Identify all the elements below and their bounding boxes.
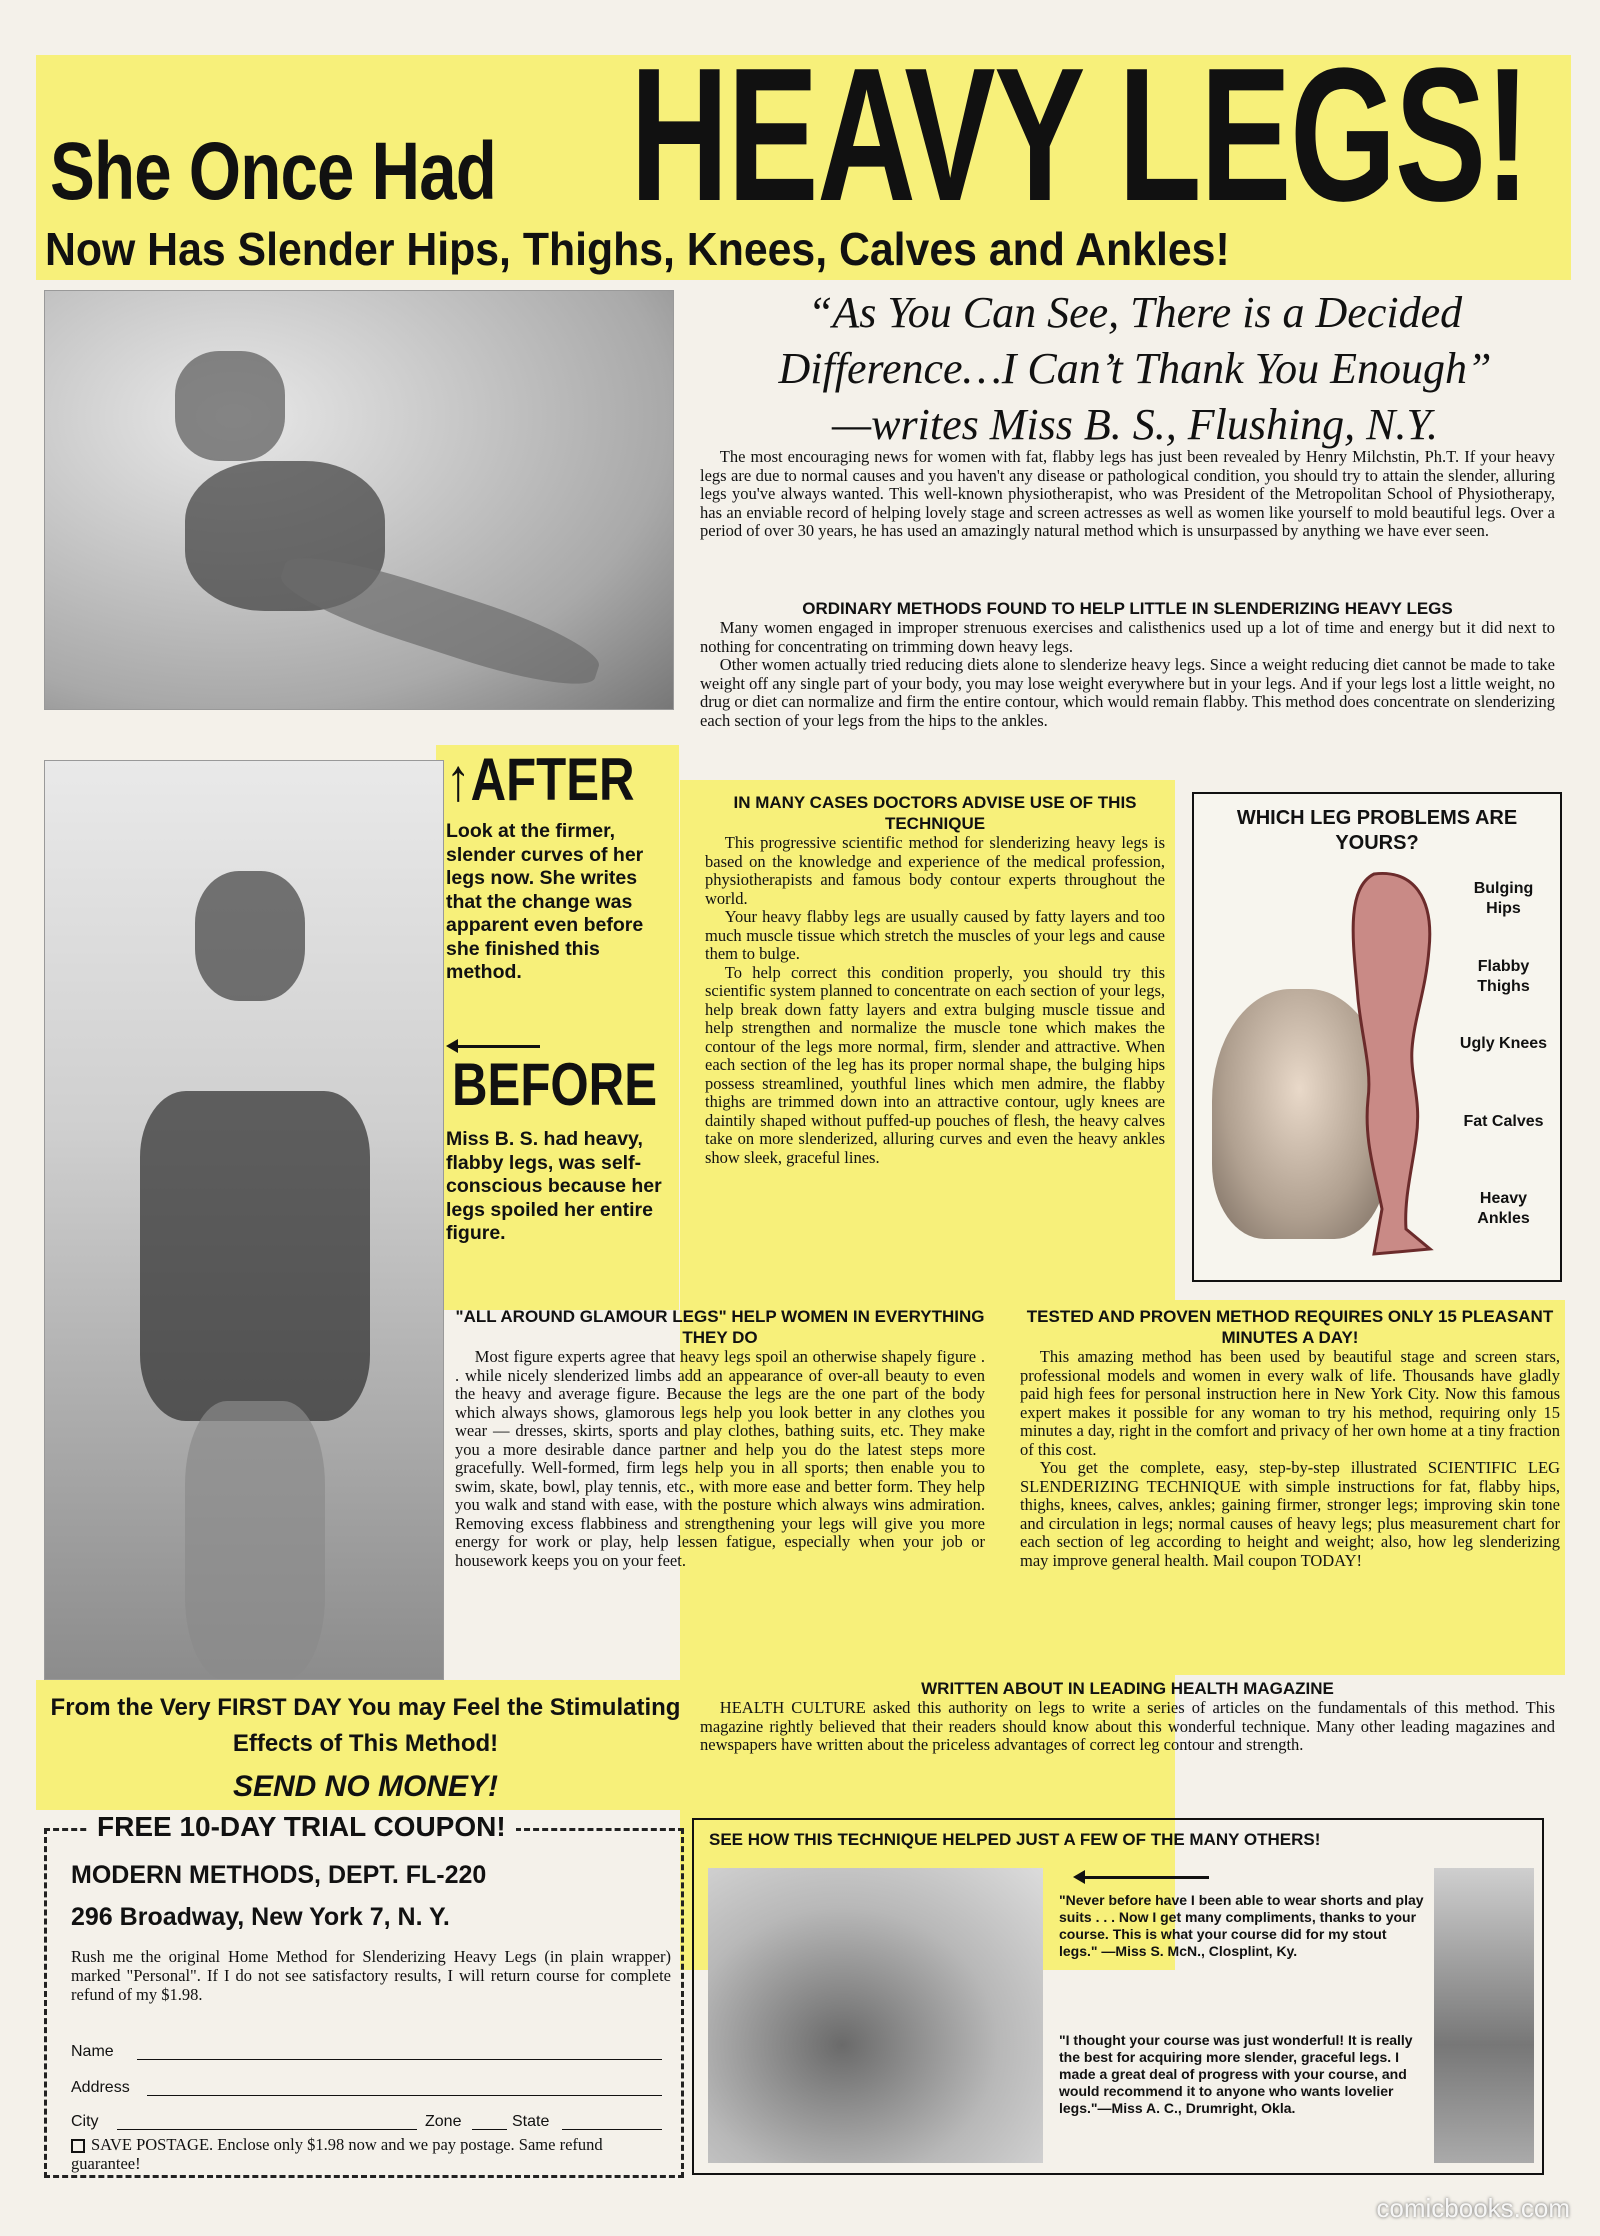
headline-lead: She Once Had <box>50 126 497 217</box>
tested-method-section <box>1020 1306 1560 1570</box>
glamour-legs-section <box>455 1306 985 1570</box>
doctors-p2: Your heavy flabby legs are usually caused by fatty layers and too much muscle tissue which stretch the muscles of your legs and cause them to bulge. <box>705 907 1165 963</box>
before-photo-head <box>195 871 305 1001</box>
left-arrow-icon <box>452 1045 540 1048</box>
after-caption-title <box>446 745 635 814</box>
tested-p2: You get the complete, easy, step-by-step illustrated SCIENTIFIC LEG SLENDERIZING TECHNIQUE with simple instructions for fat, flabby hips, thighs, knees, calves, ankles; gaining firmer, stronger legs; improving skin tone and circulation in legs; normal causes of heavy legs; plus measurement chart for each section of leg according to height and weight; also, how leg slenderizing may improve general health. Mail coupon TODAY! <box>1020 1458 1560 1570</box>
save-postage-row <box>71 2135 671 2173</box>
problem-heavy-ankles: Heavy Ankles <box>1477 1190 1530 1227</box>
problem-fat-calves: Fat Calves <box>1463 1113 1544 1130</box>
tested-p1: This amazing method has been used by beautiful stage and screen stars, professional models and women in every walk of life. Thousands have gladly paid high fees for personal instruction here in New York City. Now this famous expert makes it possible for any woman to try his method, requiring only 15 minutes a day, right in the comfort and privacy of her own home at a tiny fraction of this cost. <box>1020 1347 1560 1459</box>
tested-method-heading: TESTED AND PROVEN METHOD REQUIRES ONLY 15 PLEASANT MINUTES A DAY! <box>1026 1307 1554 1347</box>
after-title-text: AFTER <box>470 746 635 813</box>
leg-problems-box <box>1192 792 1562 1282</box>
doctors-advise-section <box>705 792 1165 1167</box>
before-caption-title: BEFORE <box>452 1051 658 1118</box>
name-label: Name <box>71 2043 114 2060</box>
name-field[interactable] <box>137 2059 662 2060</box>
state-field[interactable] <box>562 2129 662 2130</box>
doctors-advise-heading: IN MANY CASES DOCTORS ADVISE USE OF THIS TECHNIQUE <box>733 793 1137 833</box>
save-postage-text: SAVE POSTAGE. Enclose only $1.98 now and we pay postage. Same refund guarantee! <box>71 2135 603 2173</box>
coupon-text: Rush me the original Home Method for Slenderizing Heavy Legs (in plain wrapper) marked "Personal". If I do not see satisfactory results, I will return course for complete refund of my $1.98. <box>71 1947 671 2004</box>
before-caption-text: Miss B. S. had heavy, flabby legs, was self-conscious because her legs spoiled her entire figure. <box>446 1128 662 1244</box>
testimonials-box <box>692 1818 1544 2175</box>
before-photo <box>44 760 444 1680</box>
problem-flabby-thighs: Flabby Thighs <box>1477 958 1530 995</box>
after-photo-head <box>175 351 285 461</box>
doctors-p1: This progressive scientific method for slenderizing heavy legs is based on the knowledge and experience of the medical profession, physiotherapists and famous body contour experts throughout the world. <box>705 833 1165 908</box>
city-field[interactable] <box>117 2129 417 2130</box>
city-label: City <box>71 2113 99 2130</box>
after-photo <box>44 290 674 710</box>
problem-bulging-hips: Bulging Hips <box>1473 880 1534 917</box>
state-label: State <box>512 2113 550 2130</box>
quote-line-2: Difference…I Can’t Thank You Enough” <box>778 344 1492 393</box>
left-arrow-icon <box>1079 1876 1209 1879</box>
headline-main: HEAVY LEGS! <box>630 29 1529 241</box>
up-arrow-icon: ↑ <box>446 746 471 813</box>
save-postage-checkbox[interactable] <box>71 2139 85 2153</box>
glamour-legs-heading: "ALL AROUND GLAMOUR LEGS" HELP WOMEN IN EVERYTHING THEY DO <box>455 1307 985 1347</box>
quote-line-1: “As You Can See, There is a Decided <box>807 288 1463 337</box>
leg-problems-title: WHICH LEG PROBLEMS ARE YOURS? <box>1236 807 1518 854</box>
first-day-text: From the Very FIRST DAY You may Feel the Stimulating Effects of This Method! <box>50 1694 681 1757</box>
doctors-p3: To help correct this condition properly, you should try this scientific system planned to concentrate on each section of your legs, help break down fatty layers and extra bulging muscle tissue and help strengthen and normalize the muscle tone which makes the contour of the legs more normal, firm, slender and attractive. When each section of the leg has its proper normal shape, the bulging hips possess streamlined, youthful lines which men admire, the flabby thighs are trimmed down into an attractive contour, ugly knees are daintily shaped without puffed-up pouches of flesh, the heavy calves take on more slenderized, alluring curves and even the heavy ankles show sleek, graceful lines. <box>705 962 1165 1167</box>
ordinary-p1: Many women engaged in improper strenuous exercises and calisthenics used up a lot of time and energy but it did next to nothing for concentrating on trimming down heavy legs. <box>700 618 1555 656</box>
address-field[interactable] <box>147 2095 662 2096</box>
coupon-address: 296 Broadway, New York 7, N. Y. <box>71 1903 450 1931</box>
leg-illustration-icon <box>1334 869 1444 1259</box>
magazine-section <box>700 1678 1555 1755</box>
watermark: comicbooks.com <box>1376 2193 1570 2223</box>
testimonial-quote-2: "I thought your course was just wonderful! It is really the best for acquiring more slender, graceful legs. I made a great deal of progress with your course, and would recommend it to anyone who wants lovelier legs."—Miss A. C., Drumright, Okla. <box>1059 2032 1413 2116</box>
trial-coupon[interactable] <box>44 1811 684 2178</box>
quote-line-3: —writes Miss B. S., Flushing, N.Y. <box>832 400 1438 449</box>
after-caption-text: Look at the firmer, slender curves of her legs now. She writes that the change was apparent even before she finished this method. <box>446 820 644 983</box>
before-photo-swimsuit <box>140 1091 370 1421</box>
testimonials-title: SEE HOW THIS TECHNIQUE HELPED JUST A FEW OF THE MANY OTHERS! <box>709 1830 1321 1849</box>
intro-text: The most encouraging news for women with fat, flabby legs has just been revealed by Henry Milchstin, Ph.T. If your heavy legs are due to normal causes and you haven't any disease or pathological condition, you should try to attain the slender, alluring legs you've always wanted. This well-known physiotherapist, who was President of the Metropolitan School of Physiotherapy, has an enviable record of helping lovely stage and screen actresses as well as women like yourself to mold beautiful legs. Over a period of over 30 years, he has used an amazingly natural method which is unsurpassed by anything we have ever seen. <box>700 447 1555 540</box>
testimonial-quote-1: "Never before have I been able to wear shorts and play suits . . . Now I get many compliments, thanks to your course. This is what your course did for my stout legs." —Miss S. McN., Closplint, Ky. <box>1059 1892 1424 1959</box>
magazine-heading: WRITTEN ABOUT IN LEADING HEALTH MAGAZINE <box>921 1679 1334 1698</box>
ordinary-methods-section <box>700 598 1555 730</box>
testimonial-photo-1 <box>708 1868 1043 2163</box>
ordinary-methods-heading: ORDINARY METHODS FOUND TO HELP LITTLE IN SLENDERIZING HEAVY LEGS <box>802 599 1453 618</box>
after-photo-legs <box>274 541 606 700</box>
zone-label: Zone <box>425 2113 462 2130</box>
testimonial-photo-2 <box>1434 1868 1534 2163</box>
ordinary-p2: Other women actually tried reducing diets alone to slenderize heavy legs. Since a weight reducing diet cannot be made to take weight off any single part of your body, you may lose weight everywhere but in your legs. And if your legs lost a little weight, no drug or diet can normalize and firm the entire contour, which would remain flabby. This method does concentrate on slenderizing each section of your legs from the hips to the ankles. <box>700 655 1555 730</box>
problem-ugly-knees: Ugly Knees <box>1459 1035 1548 1052</box>
glamour-p1: Most figure experts agree that heavy legs spoil an otherwise shapely figure . . while nicely slenderized limbs add an appearance of over-all beauty to even the heavy and average figure. Because the legs are the one part of the body which always shows, glamorous legs help you look better in any clothes you wear — dresses, skirts, sports and play clothes, bathing suits, etc. They make you a more desirable dance partner and help you do the latest steps more gracefully. Well-formed, firm legs help you in all sports; then enable you to swim, skate, bowl, play tennis, etc., with more ease and better form. They help you walk and stand with ease, with the posture which always wins admiration. Removing excess flabbiness and strengthening your legs will give you more energy for work or play, help lessen fatigue, especially when your job or housework keeps you on your feet. <box>455 1347 985 1570</box>
coupon-company: MODERN METHODS, DEPT. FL-220 <box>71 1861 487 1889</box>
intro-paragraph <box>700 448 1555 541</box>
subheadline: Now Has Slender Hips, Thighs, Knees, Calves and Ankles! <box>45 223 1230 275</box>
coupon-title: FREE 10-DAY TRIAL COUPON! <box>87 1811 516 1843</box>
magazine-text: HEALTH CULTURE asked this authority on legs to write a series of articles on the fundamentals of this method. This magazine rightly believed that their readers should know about this wonderful technique. Many other leading magazines and newspapers have written about the priceless advantages of correct leg contour and strength. <box>700 1698 1555 1754</box>
zone-field[interactable] <box>472 2129 507 2130</box>
address-label: Address <box>71 2079 130 2096</box>
before-photo-legs <box>185 1401 325 1680</box>
testimonial-quote <box>705 285 1565 453</box>
send-no-money-text: SEND NO MONEY! <box>232 1770 499 1803</box>
